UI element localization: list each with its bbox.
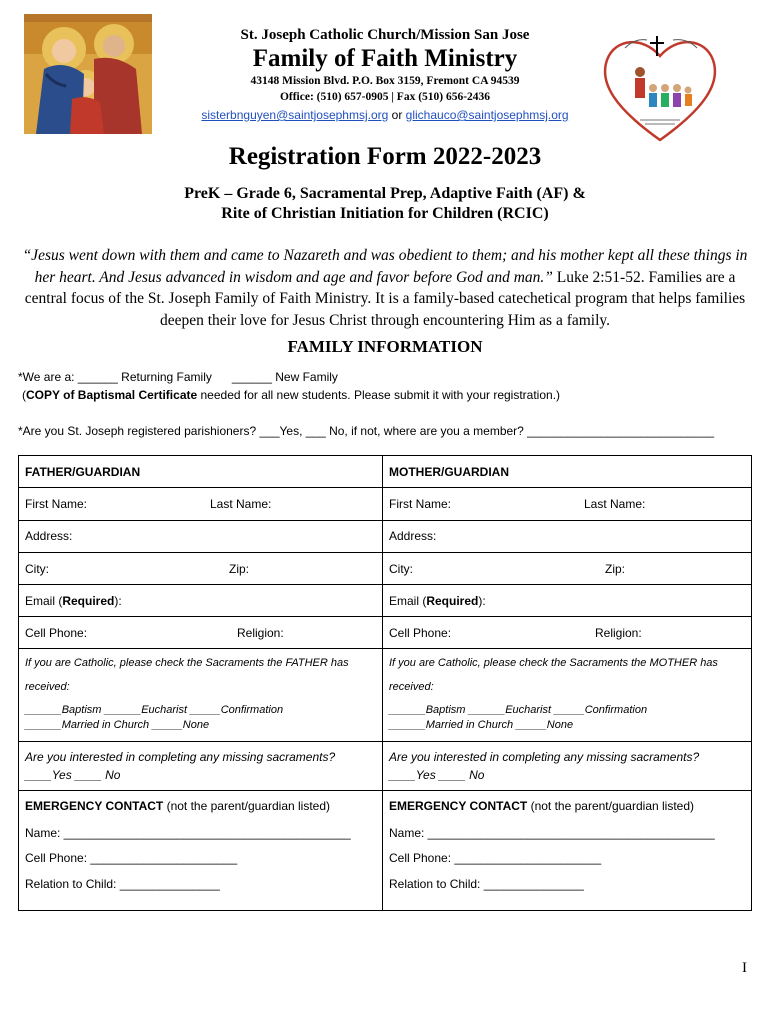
mother-catholic-prompt: If you are Catholic, please check the Sacraments the MOTHER has	[389, 657, 718, 669]
row-divider	[19, 552, 751, 553]
scripture-citation: Luke 2:51-52.	[552, 268, 645, 286]
mother-zip-field[interactable]: Zip:	[605, 562, 626, 576]
email-separator: or	[388, 108, 406, 122]
father-sacraments-checklist-1[interactable]: ______Baptism ______Eucharist _____Confirmation	[25, 704, 284, 716]
email-label-pre: Email (	[389, 594, 427, 608]
father-city-field[interactable]: City:	[25, 562, 49, 576]
baptismal-certificate-note	[22, 388, 560, 402]
father-first-name-field[interactable]: First Name:	[25, 497, 88, 511]
email-label-post: ):	[478, 594, 486, 608]
required-label: Required	[62, 594, 115, 608]
father-guardian-header: FATHER/GUARDIAN	[25, 465, 141, 479]
table-column-divider	[382, 456, 383, 910]
row-divider	[19, 520, 751, 521]
father-emergency-name-field[interactable]: Name: ___________________________________________	[25, 826, 351, 840]
family-type-question[interactable]: *We are a: ______ Returning Family ______ New Family	[18, 370, 338, 384]
form-subtitle-line1: PreK – Grade 6, Sacramental Prep, Adaptive Faith (AF) &	[184, 185, 586, 202]
row-divider	[19, 790, 751, 791]
father-last-name-field[interactable]: Last Name:	[210, 497, 272, 511]
mailing-address: 43148 Mission Blvd. P.O. Box 3159, Fremont CA 94539	[250, 75, 520, 87]
mother-last-name-field[interactable]: Last Name:	[584, 497, 646, 511]
father-address-field[interactable]: Address:	[25, 529, 73, 543]
father-missing-sacraments-question: Are you interested in completing any missing sacraments?	[25, 750, 336, 764]
mother-received-label: received:	[389, 681, 434, 693]
mother-sacraments-checklist-2[interactable]: ______Married in Church _____None	[389, 719, 574, 731]
email-link-2[interactable]: glichauco@saintjosephmsj.org	[405, 108, 569, 122]
note-open-paren: (	[22, 388, 26, 402]
emergency-rest: (not the parent/guardian listed)	[527, 799, 695, 813]
note-rest: needed for all new students. Please submit it with your registration.)	[197, 388, 561, 402]
intro-text	[18, 245, 752, 331]
required-label: Required	[426, 594, 479, 608]
father-emergency-relation-field[interactable]: Relation to Child: _______________	[25, 877, 220, 891]
form-title: Registration Form 2022-2023	[228, 143, 542, 170]
email-label-pre: Email (	[25, 594, 63, 608]
note-bold: COPY of Baptismal Certificate	[26, 388, 198, 402]
father-missing-sacraments-answer[interactable]: ____Yes ____ No	[25, 768, 121, 782]
mother-city-field[interactable]: City:	[389, 562, 413, 576]
father-received-label: received:	[25, 681, 70, 693]
row-divider	[19, 616, 751, 617]
row-divider	[19, 741, 751, 742]
mother-emergency-contact-heading	[389, 799, 694, 813]
mother-emergency-cell-field[interactable]: Cell Phone: ______________________	[389, 851, 602, 865]
row-divider	[19, 487, 751, 488]
father-sacraments-checklist-2[interactable]: ______Married in Church _____None	[25, 719, 210, 731]
mother-missing-sacraments-question: Are you interested in completing any missing sacraments?	[389, 750, 700, 764]
father-email-field[interactable]	[25, 594, 122, 608]
intro-paragraph: Families are a central focus of the St. Joseph Family of Faith Ministry. It is a family-based catechetical program that helps families deepen their love for Jesus Christ through encountering Him as a family.	[24, 268, 746, 329]
father-cell-phone-field[interactable]: Cell Phone:	[25, 626, 88, 640]
mother-email-field[interactable]	[389, 594, 486, 608]
family-of-faith-heart-logo	[595, 28, 725, 146]
parishioner-question[interactable]: *Are you St. Joseph registered parishioners? ___Yes, ___ No, if not, where are you a member? ____________________________	[18, 424, 715, 438]
form-subtitle-line2: Rite of Christian Initiation for Children (RCIC)	[221, 205, 549, 222]
mother-cell-phone-field[interactable]: Cell Phone:	[389, 626, 452, 640]
mother-religion-field[interactable]: Religion:	[595, 626, 642, 640]
father-religion-field[interactable]: Religion:	[237, 626, 284, 640]
father-emergency-contact-heading	[25, 799, 330, 813]
father-catholic-prompt: If you are Catholic, please check the Sacraments the FATHER has	[25, 657, 349, 669]
office-phone-fax: Office: (510) 657-0905 | Fax (510) 656-2436	[279, 91, 491, 103]
contact-emails	[160, 108, 610, 122]
mother-emergency-relation-field[interactable]: Relation to Child: _______________	[389, 877, 584, 891]
mother-sacraments-checklist-1[interactable]: ______Baptism ______Eucharist _____Confirmation	[389, 704, 648, 716]
row-divider	[19, 584, 751, 585]
emergency-rest: (not the parent/guardian listed)	[163, 799, 331, 813]
family-information-heading: FAMILY INFORMATION	[287, 337, 483, 356]
mother-missing-sacraments-answer[interactable]: ____Yes ____ No	[389, 768, 485, 782]
church-name: St. Joseph Catholic Church/Mission San Jose	[240, 27, 530, 43]
family-information-table	[18, 455, 752, 911]
mother-guardian-header: MOTHER/GUARDIAN	[389, 465, 509, 479]
mother-emergency-name-field[interactable]: Name: ___________________________________________	[389, 826, 715, 840]
emergency-bold: EMERGENCY CONTACT	[389, 799, 528, 813]
mother-address-field[interactable]: Address:	[389, 529, 437, 543]
holy-family-logo	[24, 14, 152, 134]
email-link-1[interactable]: sisterbnguyen@saintjosephmsj.org	[201, 108, 389, 122]
email-label-post: ):	[114, 594, 122, 608]
row-divider	[19, 648, 751, 649]
father-zip-field[interactable]: Zip:	[229, 562, 250, 576]
mother-first-name-field[interactable]: First Name:	[389, 497, 452, 511]
emergency-bold: EMERGENCY CONTACT	[25, 799, 164, 813]
father-emergency-cell-field[interactable]: Cell Phone: ______________________	[25, 851, 238, 865]
ministry-name: Family of Faith Ministry	[252, 45, 518, 72]
page-number: I	[742, 960, 747, 976]
scripture-quote: “Jesus went down with them and came to Nazareth and was obedient to them; and his mother kept all these things in her heart. And Jesus advanced in wisdom and age and favor before God and man.”	[22, 247, 748, 286]
